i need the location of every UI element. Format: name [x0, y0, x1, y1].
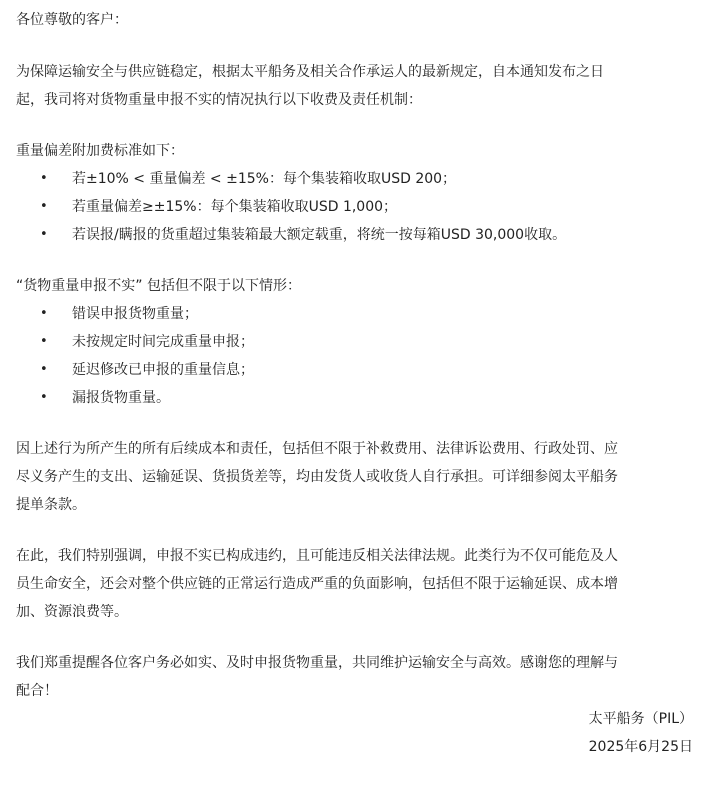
- intro-line: 起，我司将对货物重量申报不实的情况执行以下收费及责任机制：: [16, 92, 422, 108]
- cases-list: [16, 300, 695, 412]
- intro-paragraph: [16, 58, 695, 114]
- bullet-icon: •: [40, 171, 48, 186]
- emphasis-line: 员生命安全，还会对整个供应链的正常运行造成严重的负面影响，包括但不限于运输延误、成本增: [16, 576, 618, 592]
- bullet-icon: •: [40, 334, 48, 349]
- closing-paragraph: [16, 649, 695, 705]
- list-item-text: 错误申报货物重量；: [72, 306, 198, 322]
- list-item: [16, 384, 695, 412]
- liability-line: 因上述行为所产生的所有后续成本和责任，包括但不限于补救费用、法律诉讼费用、行政处罚、应: [16, 441, 618, 457]
- bullet-icon: •: [40, 227, 48, 242]
- bullet-icon: •: [40, 390, 48, 405]
- list-item: [16, 300, 695, 328]
- emphasis-line: 加、资源浪费等。: [16, 604, 128, 620]
- cases-section: [16, 272, 695, 412]
- list-item: [16, 165, 695, 193]
- closing-line: 我们郑重提醒各位客户务必如实、及时申报货物重量，共同维护运输安全与高效。感谢您的理解与: [16, 655, 618, 671]
- signature-block: [16, 705, 695, 761]
- intro-line: 为保障运输安全与供应链稳定，根据太平船务及相关合作承运人的最新规定，自本通知发布之日: [16, 64, 604, 80]
- list-item: [16, 221, 695, 249]
- liability-line: 尽义务产生的支出、运输延误、货损货差等，均由发货人或收货人自行承担。可详细参阅太平船务: [16, 469, 618, 485]
- bullet-icon: •: [40, 199, 48, 214]
- list-item-text: 若重量偏差≥±15%：每个集装箱收取USD 1,000；: [72, 199, 398, 215]
- emphasis-paragraph: [16, 542, 695, 626]
- list-item-text: 漏报货物重量。: [72, 390, 170, 406]
- signature-date: 2025年6月25日: [588, 739, 693, 755]
- liability-line: 提单条款。: [16, 497, 86, 513]
- list-item-text: 未按规定时间完成重量申报；: [72, 334, 254, 350]
- bullet-icon: •: [40, 306, 48, 321]
- closing-line: 配合！: [16, 683, 58, 699]
- liability-paragraph: [16, 435, 695, 519]
- list-item: [16, 328, 695, 356]
- fee-section: [16, 137, 695, 249]
- cases-section-heading: “货物重量申报不实” 包括但不限于以下情形：: [16, 278, 301, 294]
- bullet-icon: •: [40, 362, 48, 377]
- list-item: [16, 356, 695, 384]
- list-item: [16, 193, 695, 221]
- list-item-text: 延迟修改已申报的重量信息；: [72, 362, 254, 378]
- fee-list: [16, 165, 695, 249]
- fee-section-heading: 重量偏差附加费标准如下：: [16, 143, 184, 159]
- signature-company: 太平船务（PIL）: [588, 711, 693, 727]
- list-item-text: 若误报/瞒报的货重超过集装箱最大额定载重，将统一按每箱USD 30,000收取。: [72, 227, 567, 243]
- list-item-text: 若±10% < 重量偏差 < ±15%：每个集装箱收取USD 200；: [72, 171, 457, 187]
- greeting: 各位尊敬的客户：: [16, 12, 128, 28]
- emphasis-line: 在此，我们特别强调，申报不实已构成违约，且可能违反相关法律法规。此类行为不仅可能危及人: [16, 548, 618, 564]
